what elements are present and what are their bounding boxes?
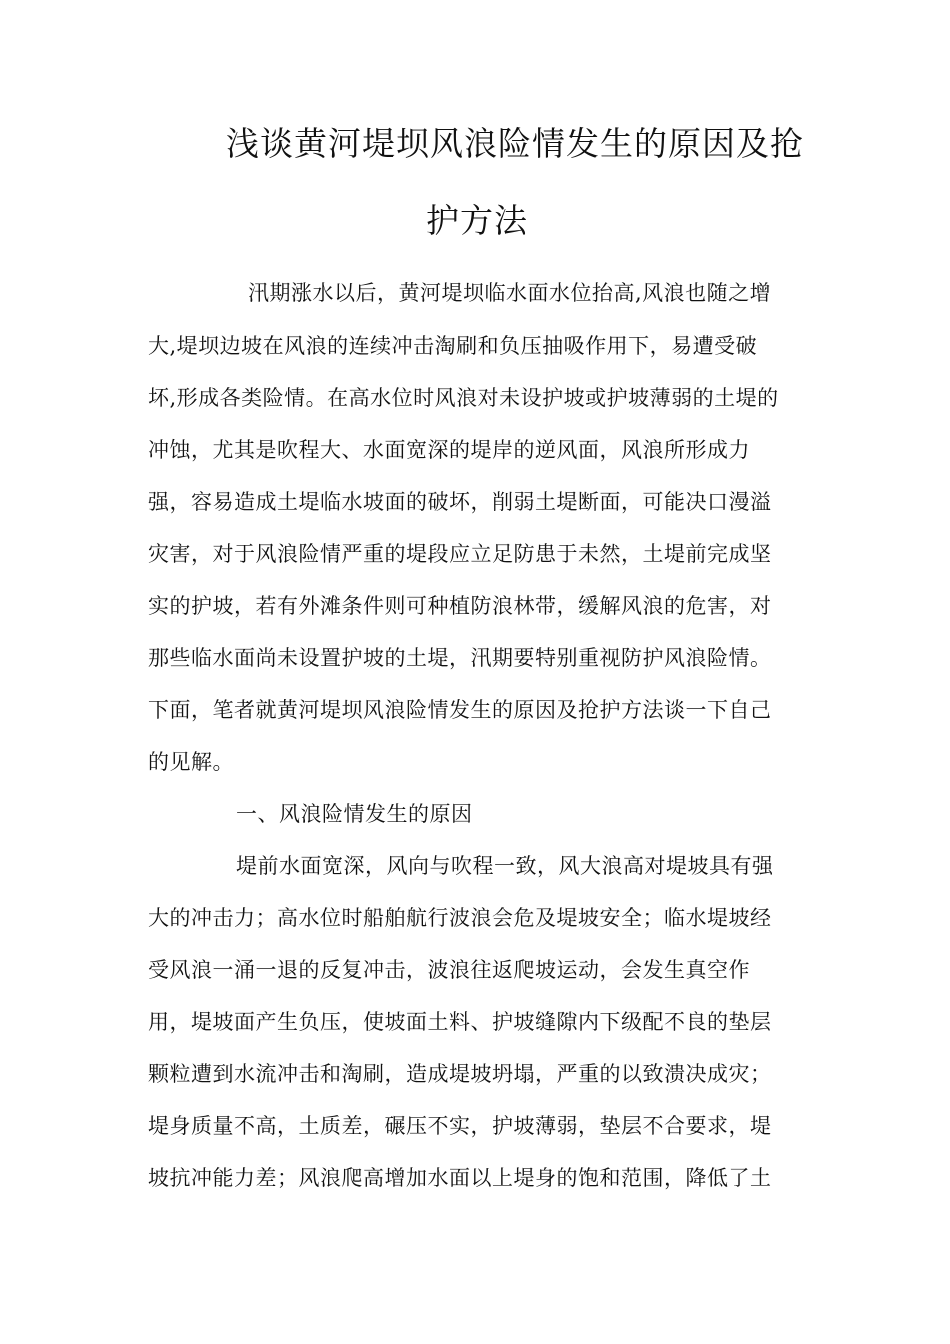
section-heading-1: 一、风浪险情发生的原因: [236, 802, 473, 826]
paragraph-2-line-4: 用，堤坡面产生负压，使坡面土料、护坡缝隙内下级配不良的垫层: [148, 1010, 772, 1034]
paragraph-2-line-2: 大的冲击力；高水位时船舶航行波浪会危及堤坡安全；临水堤坡经: [148, 906, 772, 930]
paragraph-1-line-10: 的见解。: [148, 750, 234, 774]
paragraph-2-line-1: 堤前水面宽深，风向与吹程一致，风大浪高对堤坡具有强: [236, 854, 774, 878]
paragraph-1-line-6: 灾害，对于风浪险情严重的堤段应立足防患于未然，土堤前完成坚: [148, 542, 772, 566]
paragraph-1-line-8: 那些临水面尚未设置护坡的土堤，汛期要特别重视防护风浪险情。: [148, 646, 772, 670]
paragraph-1-line-5: 强，容易造成土堤临水坡面的破坏，削弱土堤断面，可能决口漫溢: [148, 490, 772, 514]
paragraph-1-line-2: 大,堤坝边坡在风浪的连续冲击淘刷和负压抽吸作用下，易遭受破: [148, 334, 758, 358]
paragraph-2-line-3: 受风浪一涌一退的反复冲击，波浪往返爬坡运动，会发生真空作: [148, 958, 750, 982]
paragraph-2-line-6: 堤身质量不高，土质差，碾压不实，护坡薄弱，垫层不合要求，堤: [148, 1114, 772, 1138]
paragraph-1-line-4: 冲蚀，尤其是吹程大、水面宽深的堤岸的逆风面，风浪所形成力: [148, 438, 750, 462]
paragraph-2-line-7: 坡抗冲能力差；风浪爬高增加水面以上堤身的饱和范围，降低了土: [148, 1166, 772, 1190]
document-title-line-2: 护方法: [426, 201, 528, 240]
paragraph-1-line-3: 坏,形成各类险情。在高水位时风浪对未设护坡或护坡薄弱的土堤的: [148, 386, 779, 410]
paragraph-1-line-9: 下面，笔者就黄河堤坝风浪险情发生的原因及抢护方法谈一下自己: [148, 698, 772, 722]
paragraph-2-line-5: 颗粒遭到水流冲击和淘刷，造成堤坡坍塌，严重的以致溃决成灾；: [148, 1062, 772, 1086]
paragraph-1-line-7: 实的护坡，若有外滩条件则可种植防浪林带，缓解风浪的危害，对: [148, 594, 772, 618]
document-title-line-1: 浅谈黄河堤坝风浪险情发生的原因及抢: [226, 124, 804, 163]
paragraph-1-line-1: 汛期涨水以后，黄河堤坝临水面水位抬高,风浪也随之增: [248, 281, 772, 305]
